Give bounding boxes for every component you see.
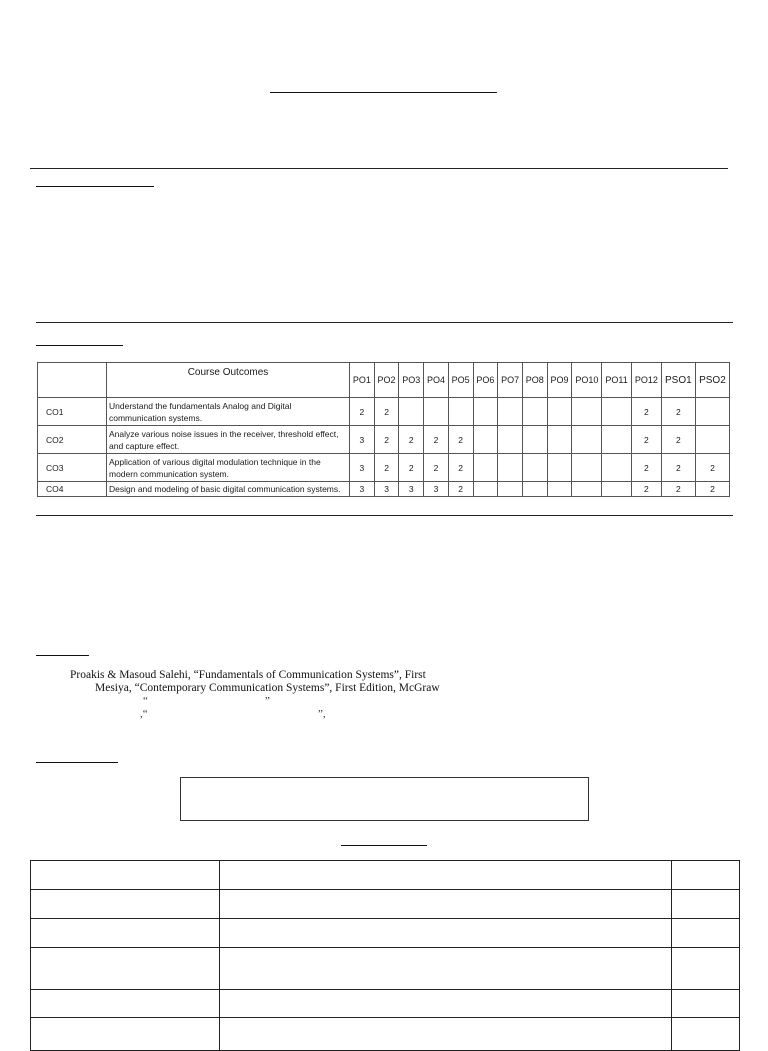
mapping-value: [602, 454, 631, 482]
section-heading-underline: [36, 655, 89, 656]
mapping-value: [448, 398, 473, 426]
table-row: [31, 890, 740, 919]
mapping-value: [547, 482, 572, 497]
table-cell: [220, 890, 671, 919]
mapping-value: 2: [695, 482, 729, 497]
reference-item: Mesiya, “Contemporary Communication Systems”, First Edition, McGraw: [95, 682, 440, 694]
table-row: [31, 990, 740, 1018]
mapping-value: 2: [631, 454, 661, 482]
course-outcomes-header: Course Outcomes: [107, 363, 350, 398]
table-header-row: [38, 363, 730, 398]
mapping-value: [572, 482, 602, 497]
table-cell: [31, 890, 220, 919]
quote-mark: ”: [265, 695, 270, 707]
section-heading-underline: [36, 762, 118, 763]
co-code: CO2: [38, 426, 107, 454]
mapping-value: 2: [448, 454, 473, 482]
pso-header: PSO2: [695, 363, 729, 398]
po-header: PO2: [374, 363, 399, 398]
mapping-value: [498, 398, 523, 426]
mapping-value: 3: [350, 426, 375, 454]
mapping-value: 3: [350, 454, 375, 482]
reference-item: Proakis & Masoud Salehi, “Fundamentals of Communication Systems”, First: [70, 669, 426, 681]
mapping-value: 2: [661, 482, 695, 497]
mapping-value: 3: [424, 482, 449, 497]
table-row: [38, 426, 730, 454]
table-cell: [220, 948, 671, 990]
po-header: PO6: [473, 363, 498, 398]
reference-list: [70, 669, 440, 695]
mapping-value: 2: [661, 426, 695, 454]
po-header: PO10: [572, 363, 602, 398]
mapping-value: [522, 482, 547, 497]
table-cell: [671, 861, 739, 890]
mapping-value: 3: [399, 482, 424, 497]
co-description: Understand the fundamentals Analog and Digital communication systems.: [107, 398, 350, 426]
table-cell: [220, 990, 671, 1018]
mapping-value: 2: [399, 454, 424, 482]
mapping-value: 2: [695, 454, 729, 482]
mapping-value: [602, 426, 631, 454]
table-cell: [31, 1018, 220, 1051]
table-cell: [31, 861, 220, 890]
table-row: [31, 919, 740, 948]
mapping-value: 2: [350, 398, 375, 426]
mapping-value: 3: [350, 482, 375, 497]
table-header-cell: [38, 363, 107, 398]
mapping-value: 2: [374, 426, 399, 454]
table-row: [38, 454, 730, 482]
mapping-value: 3: [374, 482, 399, 497]
mapping-value: 2: [631, 398, 661, 426]
mapping-value: [424, 398, 449, 426]
mapping-value: 2: [631, 426, 661, 454]
table-cell: [671, 948, 739, 990]
table-cell: [31, 919, 220, 948]
section-heading-underline: [36, 345, 123, 346]
mapping-value: 2: [631, 482, 661, 497]
mapping-value: [547, 398, 572, 426]
co-description: Application of various digital modulation technique in the modern communication system.: [107, 454, 350, 482]
pso-header: PSO1: [661, 363, 695, 398]
mapping-value: 2: [448, 482, 473, 497]
po-header: PO5: [448, 363, 473, 398]
mapping-value: [522, 398, 547, 426]
mapping-value: [498, 426, 523, 454]
mapping-value: 2: [374, 398, 399, 426]
co-description: Analyze various noise issues in the receiver, threshold effect, and capture effect.: [107, 426, 350, 454]
table-cell: [220, 861, 671, 890]
mapping-value: [473, 426, 498, 454]
mapping-value: [473, 482, 498, 497]
table-cell: [31, 948, 220, 990]
quote-mark: ”,: [318, 708, 326, 720]
section-divider: [36, 515, 733, 516]
co-code: CO1: [38, 398, 107, 426]
table-cell: [671, 890, 739, 919]
table-cell: [220, 919, 671, 948]
mapping-value: [572, 426, 602, 454]
mapping-value: [522, 454, 547, 482]
mapping-value: [602, 398, 631, 426]
content-box: [180, 777, 589, 821]
mapping-value: [602, 482, 631, 497]
table-row: [31, 1018, 740, 1051]
po-header: PO9: [547, 363, 572, 398]
co-description: Design and modeling of basic digital communication systems.: [107, 482, 350, 497]
bottom-table: [30, 860, 740, 1051]
table-row: [31, 948, 740, 990]
mapping-value: 2: [399, 426, 424, 454]
table-cell: [671, 1018, 739, 1051]
mapping-value: [498, 482, 523, 497]
section-divider: [30, 168, 728, 169]
mapping-value: 2: [374, 454, 399, 482]
po-header: PO4: [424, 363, 449, 398]
mapping-value: [547, 426, 572, 454]
mapping-value: [498, 454, 523, 482]
mapping-value: [399, 398, 424, 426]
table-row: [31, 861, 740, 890]
mapping-value: [473, 398, 498, 426]
section-heading-underline: [341, 845, 427, 846]
table-cell: [220, 1018, 671, 1051]
po-header: PO8: [522, 363, 547, 398]
title-underline: [270, 92, 497, 93]
table-cell: [671, 919, 739, 948]
po-header: PO11: [602, 363, 631, 398]
mapping-value: 2: [424, 454, 449, 482]
mapping-value: [522, 426, 547, 454]
table-row: [38, 398, 730, 426]
po-header: PO12: [631, 363, 661, 398]
mapping-value: 2: [448, 426, 473, 454]
po-header: PO1: [350, 363, 375, 398]
mapping-value: 2: [661, 454, 695, 482]
po-header: PO3: [399, 363, 424, 398]
co-code: CO3: [38, 454, 107, 482]
table-row: [38, 482, 730, 497]
mapping-value: 2: [661, 398, 695, 426]
co-code: CO4: [38, 482, 107, 497]
mapping-value: [572, 454, 602, 482]
quote-mark: “: [143, 695, 148, 707]
mapping-value: [473, 454, 498, 482]
mapping-value: [695, 398, 729, 426]
section-divider: [36, 322, 733, 323]
quote-mark: ,“: [140, 708, 148, 720]
po-header: PO7: [498, 363, 523, 398]
mapping-value: [572, 398, 602, 426]
mapping-value: 2: [424, 426, 449, 454]
course-outcome-table: [37, 362, 730, 497]
mapping-value: [695, 426, 729, 454]
table-cell: [671, 990, 739, 1018]
section-heading-underline: [36, 186, 154, 187]
table-cell: [31, 990, 220, 1018]
mapping-value: [547, 454, 572, 482]
